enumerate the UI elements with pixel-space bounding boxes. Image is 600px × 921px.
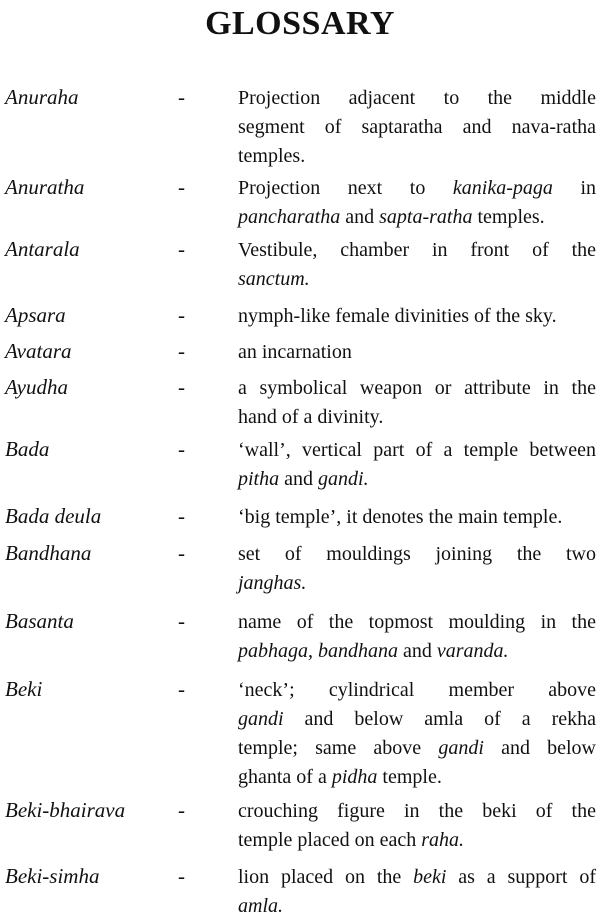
definition-line: sanctum. xyxy=(238,268,310,290)
glossary-dash: - xyxy=(178,85,185,109)
definition-line: segment of saptaratha and nava-ratha xyxy=(238,116,596,138)
glossary-definition xyxy=(238,84,596,171)
definition-line: pabhaga, bandhana and varanda. xyxy=(238,640,509,662)
definition-line: crouching figure in the beki of the xyxy=(238,800,596,822)
definition-line: ‘wall’, vertical part of a temple between xyxy=(238,439,596,461)
glossary-term: Bada xyxy=(5,437,50,461)
definition-line: Projection adjacent to the middle xyxy=(238,87,596,109)
glossary-dash: - xyxy=(178,541,185,565)
definition-line: amla. xyxy=(238,895,283,917)
glossary-dash: - xyxy=(178,798,185,822)
glossary-definition xyxy=(238,540,596,598)
page-title: GLOSSARY xyxy=(205,5,395,42)
definition-line: Vestibule, chamber in front of the xyxy=(238,239,596,261)
glossary-term: Bada deula xyxy=(5,504,102,528)
glossary-dash: - xyxy=(178,375,185,399)
glossary-definition xyxy=(238,503,596,532)
glossary-definition xyxy=(238,436,596,494)
glossary-dash: - xyxy=(178,504,185,528)
glossary-definition xyxy=(238,797,596,855)
glossary-term: Basanta xyxy=(5,609,74,633)
glossary-dash: - xyxy=(178,609,185,633)
glossary-definition xyxy=(238,174,596,232)
definition-line: name of the topmost moulding in the xyxy=(238,611,596,633)
definition-line: ‘big temple’, it denotes the main temple. xyxy=(238,506,563,528)
definition-line: gandi and below amla of a rekha xyxy=(238,708,596,730)
glossary-dash: - xyxy=(178,339,185,363)
glossary-term: Antarala xyxy=(5,237,80,261)
definition-line: temple placed on each raha. xyxy=(238,829,465,851)
glossary-definition xyxy=(238,863,596,921)
glossary-term: Apsara xyxy=(5,303,66,327)
definition-line: temple; same above gandi and below xyxy=(238,737,596,759)
glossary-dash: - xyxy=(178,303,185,327)
glossary-definition xyxy=(238,608,596,666)
glossary-term: Avatara xyxy=(5,339,72,363)
glossary-dash: - xyxy=(178,237,185,261)
glossary-definition xyxy=(238,236,596,294)
definition-line: nymph-like female divinities of the sky. xyxy=(238,305,557,327)
glossary-term: Bandhana xyxy=(5,541,92,565)
definition-line: ghanta of a pidha temple. xyxy=(238,766,442,788)
definition-line: pancharatha and sapta-ratha temples. xyxy=(238,206,545,228)
glossary-term: Anuratha xyxy=(5,175,85,199)
glossary-definition xyxy=(238,302,596,331)
glossary-term: Ayudha xyxy=(5,375,68,399)
definition-line: an incarnation xyxy=(238,341,352,363)
definition-line: a symbolical weapon or attribute in the xyxy=(238,377,596,399)
definition-line: janghas. xyxy=(238,572,307,594)
glossary-dash: - xyxy=(178,677,185,701)
glossary-dash: - xyxy=(178,437,185,461)
glossary-definition xyxy=(238,338,596,367)
glossary-term: Beki-bhairava xyxy=(5,798,126,822)
glossary-dash: - xyxy=(178,864,185,888)
definition-line: lion placed on the beki as a support of xyxy=(238,866,596,888)
glossary-dash: - xyxy=(178,175,185,199)
glossary-definition xyxy=(238,676,596,792)
definition-line: hand of a divinity. xyxy=(238,406,384,428)
definition-line: Projection next to kanika-paga in xyxy=(238,177,596,199)
definition-line: temples. xyxy=(238,145,306,167)
glossary-definition xyxy=(238,374,596,432)
definition-line: pitha and gandi. xyxy=(238,468,369,490)
glossary-term: Beki-simha xyxy=(5,864,100,888)
glossary-term: Anuraha xyxy=(5,85,79,109)
definition-line: ‘neck’; cylindrical member above xyxy=(238,679,596,701)
definition-line: set of mouldings joining the two xyxy=(238,543,596,565)
glossary-term: Beki xyxy=(5,677,43,701)
